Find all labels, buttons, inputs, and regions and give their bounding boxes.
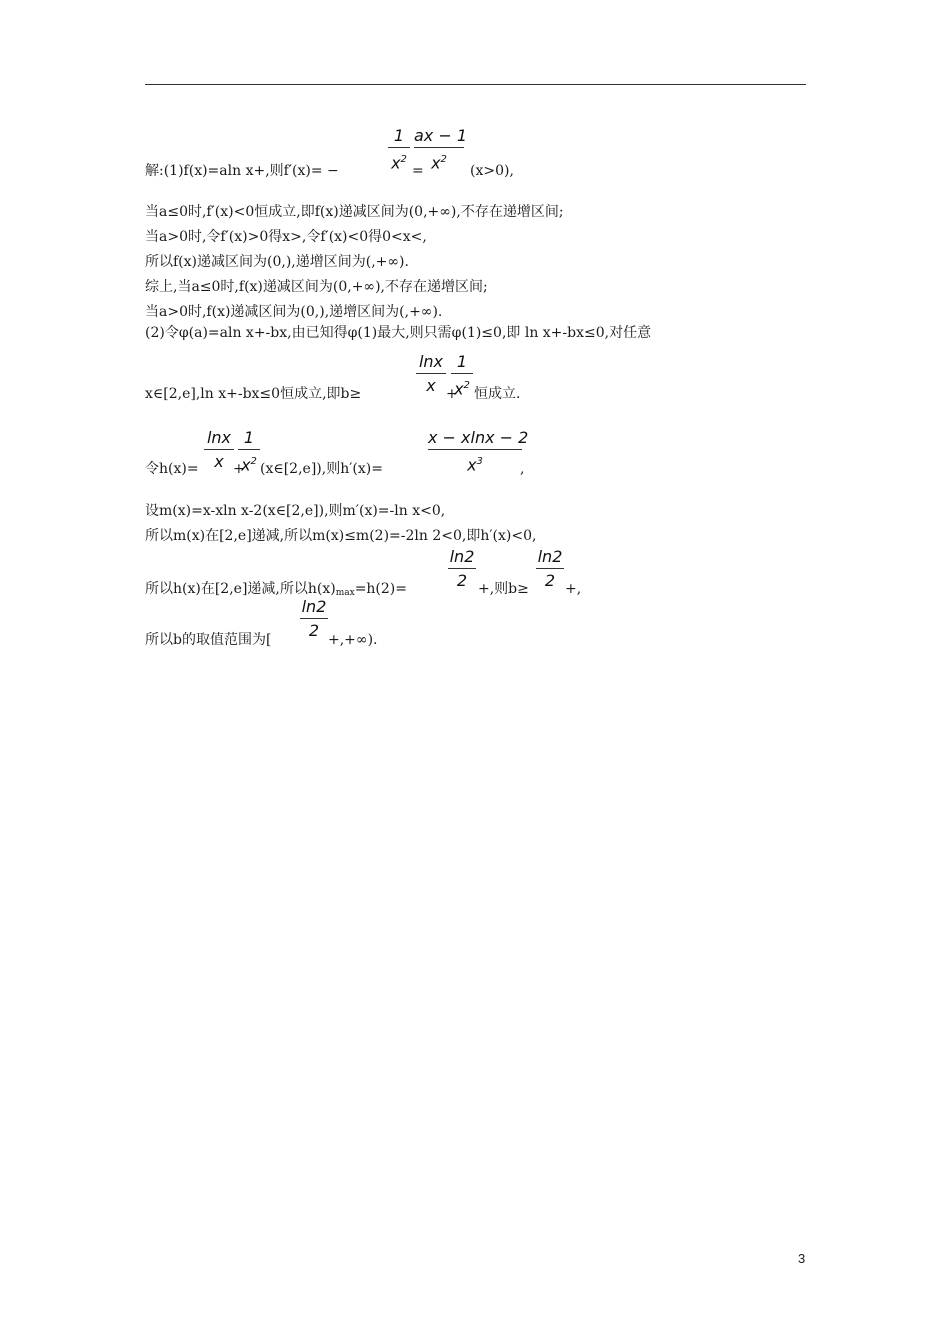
fraction-bar xyxy=(238,449,260,450)
text-segment: (x>0), xyxy=(470,163,514,179)
text-segment: 解:(1)f(x)=aln x+,则f′(x)= − xyxy=(145,163,339,179)
text-line xyxy=(145,580,407,602)
fraction-denominator: 2 xyxy=(308,621,320,640)
fraction-bar xyxy=(300,618,328,619)
fraction-bar xyxy=(448,568,476,569)
fraction-bar xyxy=(414,147,464,148)
text-line: x∈[2,e],ln x+-bx≤0恒成立,即b≥ xyxy=(145,386,362,402)
fraction-numerator: ln2 xyxy=(537,547,563,566)
fraction-denominator xyxy=(428,452,522,475)
fraction-denominator: x xyxy=(426,376,436,395)
fraction-numerator: lnx xyxy=(418,352,444,371)
header-rule xyxy=(145,84,806,85)
fraction-bar xyxy=(204,449,234,450)
fraction-denominator: 2 xyxy=(456,571,468,590)
fraction-numerator: ln2 xyxy=(449,547,475,566)
text-line: 综上,当a≤0时,f(x)递减区间为(0,+∞),不存在递增区间; xyxy=(145,279,488,295)
fraction-bar xyxy=(388,147,410,148)
fraction xyxy=(536,547,564,591)
text-line: 令h(x)= xyxy=(145,461,199,477)
fraction-bar xyxy=(428,449,522,450)
fraction xyxy=(204,428,234,472)
fraction xyxy=(414,126,468,173)
fraction xyxy=(448,547,476,591)
exponent: 2 xyxy=(250,456,257,467)
text-line: 当a>0时,f(x)递减区间为(0,),递增区间为(,+∞). xyxy=(145,304,443,320)
fraction xyxy=(388,126,410,173)
fraction-numerator: x − xlnx − 2 xyxy=(428,428,529,447)
fraction xyxy=(416,352,446,396)
fraction-numerator: ln2 xyxy=(301,597,327,616)
exponent: 2 xyxy=(463,380,470,391)
exponent: 3 xyxy=(476,456,483,467)
fraction-numerator: 1 xyxy=(243,428,255,447)
exponent: 2 xyxy=(400,154,407,165)
denominator-base: x xyxy=(391,153,401,173)
text-line: +,则b≥ xyxy=(478,581,529,597)
denominator-base: x xyxy=(467,455,477,475)
fraction-bar xyxy=(416,373,446,374)
denominator-base: x xyxy=(241,455,251,475)
text-line: 当a>0时,令f′(x)>0得x>,令f′(x)<0得0<x<, xyxy=(145,229,427,245)
text-line: (2)令φ(a)=aln x+-bx,由已知得φ(1)最大,则只需φ(1)≤0,即 ln x+-bx≤0,对任意 xyxy=(145,325,652,341)
fraction-bar xyxy=(451,373,473,374)
text-line: +, xyxy=(565,581,582,597)
text-line: +,+∞). xyxy=(328,632,378,648)
text-segment: 所以h(x)在[2,e]递减,所以h(x) xyxy=(145,581,336,597)
text-segment: = xyxy=(412,163,424,179)
text-line: 所以f(x)递减区间为(0,),递增区间为(,+∞). xyxy=(145,254,409,270)
fraction-numerator: 1 xyxy=(393,126,405,145)
fraction-denominator xyxy=(414,150,464,173)
exponent: 2 xyxy=(440,154,447,165)
fraction-bar xyxy=(536,568,564,569)
fraction-numerator: ax − 1 xyxy=(414,126,468,145)
text-line: + xyxy=(233,461,245,477)
fraction xyxy=(428,428,529,475)
fraction-denominator xyxy=(388,150,410,173)
text-line: 设m(x)=x-xln x-2(x∈[2,e]),则m′(x)=-ln x<0, xyxy=(145,503,446,519)
text-line: 恒成立. xyxy=(474,386,521,402)
text-line xyxy=(145,162,339,180)
text-line xyxy=(470,162,514,180)
fraction-numerator: 1 xyxy=(456,352,468,371)
text-line: 所以m(x)在[2,e]递减,所以m(x)≤m(2)=-2ln 2<0,即h′(x)<0, xyxy=(145,528,537,544)
fraction xyxy=(451,352,473,399)
fraction xyxy=(238,428,260,475)
fraction-denominator: x xyxy=(214,452,224,471)
page-number: 3 xyxy=(798,1251,806,1266)
text-line: (x∈[2,e]),则h′(x)= xyxy=(260,461,383,477)
text-line: 当a≤0时,f′(x)<0恒成立,即f(x)递减区间为(0,+∞),不存在递增区间; xyxy=(145,204,564,220)
fraction-denominator xyxy=(451,376,473,399)
fraction-denominator xyxy=(238,452,260,475)
text-line: + xyxy=(446,386,458,402)
fraction xyxy=(300,597,328,641)
fraction-numerator: lnx xyxy=(206,428,232,447)
text-line: , xyxy=(520,461,525,477)
denominator-base: x xyxy=(431,153,441,173)
fraction-denominator: 2 xyxy=(544,571,556,590)
subscript: max xyxy=(335,588,355,598)
text-line: 所以b的取值范围为[ xyxy=(145,632,272,648)
denominator-base: x xyxy=(454,379,464,399)
text-segment: =h(2)= xyxy=(354,581,407,597)
